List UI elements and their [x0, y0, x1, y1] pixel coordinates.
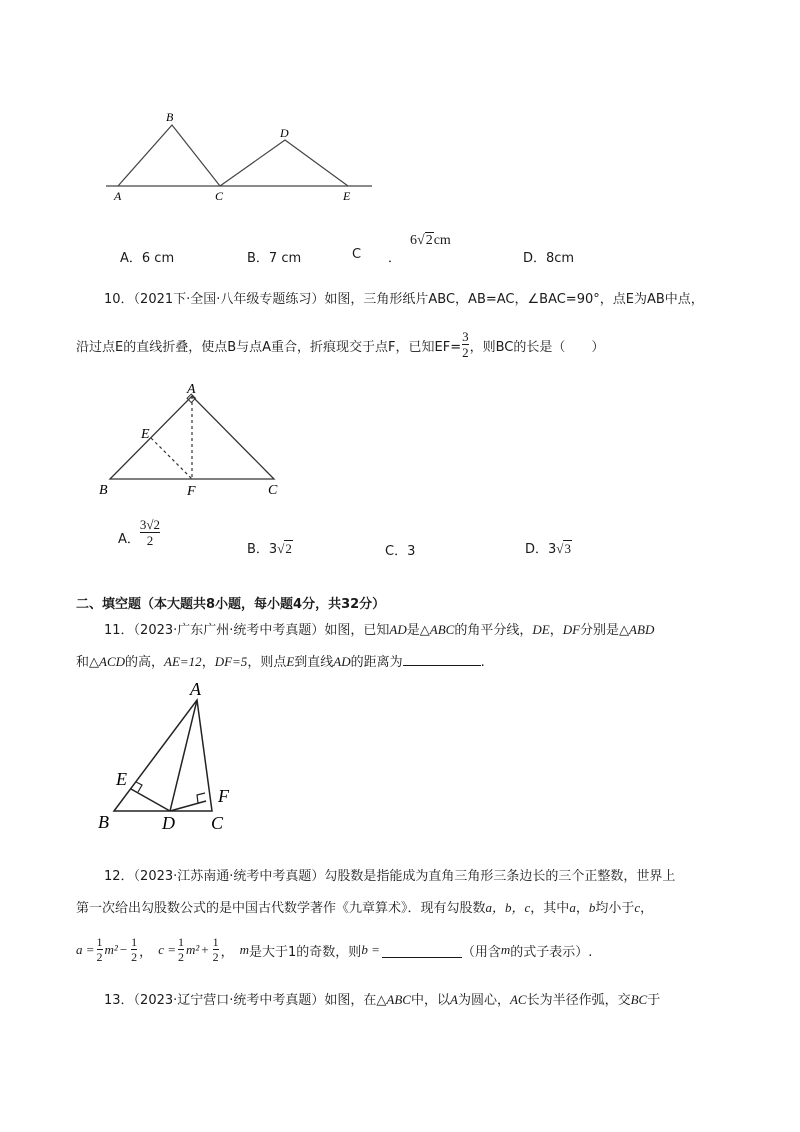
q9-label-e: E — [343, 189, 351, 203]
q9-triangle-abc — [118, 125, 220, 186]
q10-option-b[interactable]: B．3√2 — [247, 541, 292, 557]
q10-stem-line1: 10．（2021下·全国·八年级专题练习）如图，三角形纸片ABC，AB=AC，∠BAC=90°，点E为AB中点， — [104, 292, 704, 307]
q10-stem-line2-pre: 沿过点E的直线折叠，使点B与点A重合，折痕现交于点F，已知EF= — [76, 339, 462, 355]
q10-label-f: F — [187, 484, 196, 499]
q9-option-a[interactable]: A．6 cm — [120, 251, 175, 266]
q12-stem-line2: 第一次给出勾股数公式的是中国古代数学著作《九章算术》．现有勾股数a，b，c，其中a，b均小于c， — [76, 900, 654, 916]
section-title: 二、填空题（本大题共8小题，每小题4分，共32分） — [76, 597, 386, 612]
q9-label-a: A — [114, 189, 122, 203]
q10-label-e: E — [141, 427, 150, 442]
q12-stem-line3: a = $\frac{1}{2}$ m² − $\frac{1}{2}$ ， c = $\frac{1}{2}$ m² + $\frac{1}{2}$ ， m 是大于1的奇数，则 b = （用含 m 的式子表示）. — [76, 935, 593, 965]
q10-option-c[interactable]: C．3 — [385, 544, 416, 559]
q11-label-f: F — [218, 786, 229, 806]
q9-option-c-letter: C — [352, 247, 362, 262]
q10-figure — [96, 382, 296, 500]
q11-stem-line1: 11．（2023·广东广州·统考中考真题）如图，已知AD是△ABC的角平分线，DE，DF分别是△ABD — [104, 622, 655, 638]
q10-label-a: A — [187, 382, 196, 397]
q10-label-b: B — [99, 483, 108, 498]
q11-figure — [94, 678, 244, 834]
q11-label-b: B — [98, 812, 109, 832]
q10-option-a[interactable] — [118, 518, 160, 549]
q12-stem-line1: 12．（2023·江苏南通·统考中考真题）勾股数是指能成为直角三角形三条边长的三个正整数，世界上 — [104, 869, 676, 884]
q10-label-c: C — [268, 483, 278, 498]
q10-option-a-letter: A． — [118, 531, 140, 547]
q11-label-a: A — [190, 679, 201, 699]
q12-answer-blank[interactable] — [382, 943, 462, 958]
q10-fold-ef — [151, 438, 192, 479]
q11-right-angle-e — [136, 782, 142, 792]
q11-stem-line2: 和△ACD的高，AE=12，DF=5，则点E到直线AD的距离为 . — [76, 651, 485, 670]
q9-option-d[interactable]: D．8cm — [523, 251, 575, 266]
q9-option-c-value: 6√2cm — [410, 233, 451, 248]
q9-label-b: B — [166, 110, 174, 124]
q11-bisector-ad — [170, 700, 197, 811]
q9-figure — [100, 108, 380, 208]
q10-stem-line2 — [76, 330, 604, 361]
q9-option-c[interactable] — [352, 247, 361, 262]
q10-ef-fraction: $\frac{3}{2}$ — [462, 329, 469, 361]
q9-triangle-cde — [220, 140, 348, 186]
q10-stem-line2-post: ，则BC的长是（ ） — [469, 339, 605, 355]
q11-altitude-df — [170, 801, 206, 811]
q10-option-a-fraction: $\frac{3√2}{2}$ — [139, 517, 161, 549]
q11-answer-blank[interactable] — [403, 651, 481, 666]
q11-altitude-de — [131, 789, 170, 811]
q9-label-d: D — [280, 126, 289, 140]
q11-label-d: D — [162, 813, 175, 833]
q11-label-c: C — [211, 813, 224, 833]
q9-option-b[interactable]: B．7 cm — [247, 251, 302, 266]
q13-stem-line1: 13．（2023·辽宁营口·统考中考真题）如图，在△ABC中，以A为圆心，AC长为半径作弧，交BC于 — [104, 992, 661, 1008]
q10-option-d[interactable]: D．3√3 — [525, 541, 571, 557]
q11-label-e: E — [116, 769, 127, 789]
q9-label-c: C — [215, 189, 224, 203]
q9-option-c-dot: ． — [388, 251, 402, 266]
